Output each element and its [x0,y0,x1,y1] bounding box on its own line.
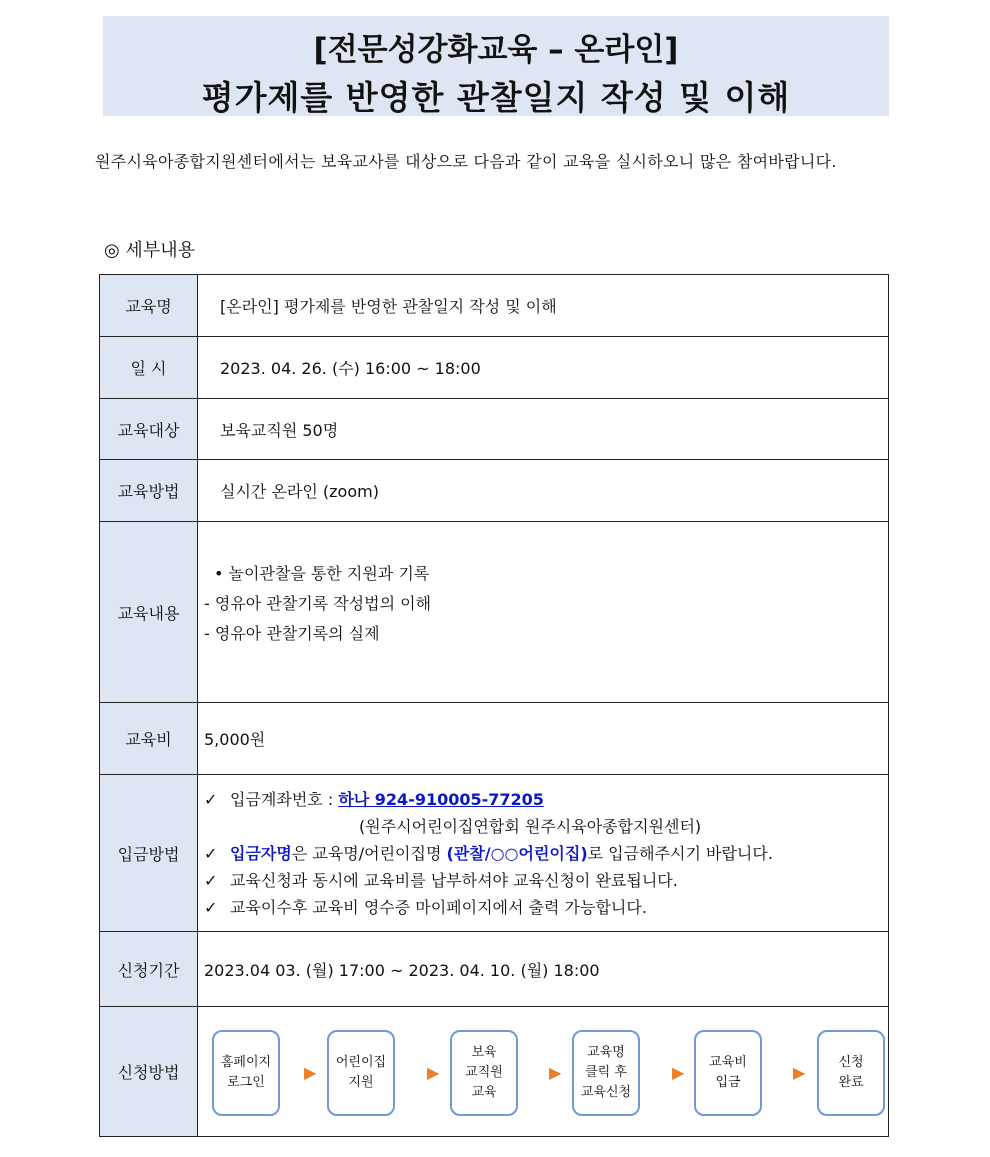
row-content [100,522,889,703]
value-name: [온라인] 평가제를 반영한 관찰일지 작성 및 이해 [198,275,889,337]
depositor-highlight: 입금자명 [230,843,292,863]
value-fee: 5,000원 [198,703,889,775]
apply-steps [198,1008,888,1136]
depositor-example: (관찰/○○어린이집) [446,843,588,863]
step-staff-education [450,1030,518,1116]
row-period [100,932,889,1007]
step-course-apply [572,1030,640,1116]
row-fee [100,703,889,775]
payment-line-3-text: 교육신청과 동시에 교육비를 납부하셔야 교육신청이 완료됩니다. [230,870,678,890]
step-daycare-support [327,1030,395,1116]
value-content [198,522,889,703]
value-period: 2023.04 03. (월) 17:00 ~ 2023. 04. 10. (월) 18:00 [198,932,889,1007]
payment-account-line [204,786,887,813]
depositor-end: 로 입금해주시기 바랍니다. [587,843,773,863]
row-target [100,399,889,460]
label-apply: 신청방법 [100,1007,198,1137]
value-datetime: 2023. 04. 26. (수) 16:00 ~ 18:00 [198,337,889,399]
value-target: 보육교직원 50명 [198,399,889,460]
step-label: 홈페이지 로그인 [220,1054,272,1090]
row-payment [100,775,889,932]
payment-depositor-line [204,840,887,867]
arrow-icon: ▶ [672,1062,685,1082]
label-datetime: 일 시 [100,337,198,399]
value-method: 실시간 온라인 (zoom) [198,460,889,522]
content-line-1: • 놀이관찰을 통한 지원과 기록 [214,564,430,583]
intro-paragraph: 원주시육아종합지원센터에서는 보육교사를 대상으로 다음과 같이 교육을 실시하오니 많은 참여바랍니다. [95,152,837,171]
check-icon: ✓ [204,897,218,917]
row-name [100,275,889,337]
arrow-icon: ▶ [304,1062,317,1082]
step-homepage-login [212,1030,280,1116]
check-icon: ✓ [204,789,218,809]
payment-line-4-text: 교육이수후 교육비 영수증 마이페이지에서 출력 가능합니다. [230,897,647,917]
check-icon: ✓ [204,843,218,863]
label-method: 교육방법 [100,460,198,522]
account-holder: (원주시어린이집연합회 원주시육아종합지원센터) [359,816,702,836]
step-label: 어린이집 지원 [335,1054,387,1090]
details-table [99,274,889,1137]
account-number-link[interactable]: 하나 924-910005-77205 [338,789,544,809]
check-icon: ✓ [204,870,218,890]
depositor-mid: 은 교육명/어린이집명 [291,843,447,863]
title-banner [103,16,889,116]
title-line-2: 평가제를 반영한 관찰일지 작성 및 이해 [201,78,791,117]
value-apply [198,1007,889,1137]
step-label: 교육비 입금 [709,1054,747,1090]
arrow-icon: ▶ [549,1062,562,1082]
value-payment [198,775,889,932]
step-label: 보육 교직원 교육 [465,1044,503,1100]
row-apply [100,1007,889,1137]
account-label: 입금계좌번호 : [230,789,339,809]
content-line-2: - 영유아 관찰기록 작성법의 이해 [204,594,432,613]
step-label: 교육명 클릭 후 교육신청 [580,1044,632,1100]
step-apply-complete [817,1030,885,1116]
payment-line-3 [204,867,887,894]
step-fee-deposit [694,1030,762,1116]
label-target: 교육대상 [100,399,198,460]
row-datetime [100,337,889,399]
arrow-icon: ▶ [793,1062,806,1082]
row-method [100,460,889,522]
payment-line-4 [204,894,887,921]
label-fee: 교육비 [100,703,198,775]
label-payment: 입금방법 [100,775,198,932]
arrow-icon: ▶ [427,1062,440,1082]
title-line-1: [전문성강화교육 – 온라인] [313,32,679,68]
label-period: 신청기간 [100,932,198,1007]
section-title: ◎ 세부내용 [104,240,195,261]
label-name: 교육명 [100,275,198,337]
step-label: 신청 완료 [838,1054,864,1090]
content-line-3: - 영유아 관찰기록의 실제 [204,624,380,643]
label-content: 교육내용 [100,522,198,703]
